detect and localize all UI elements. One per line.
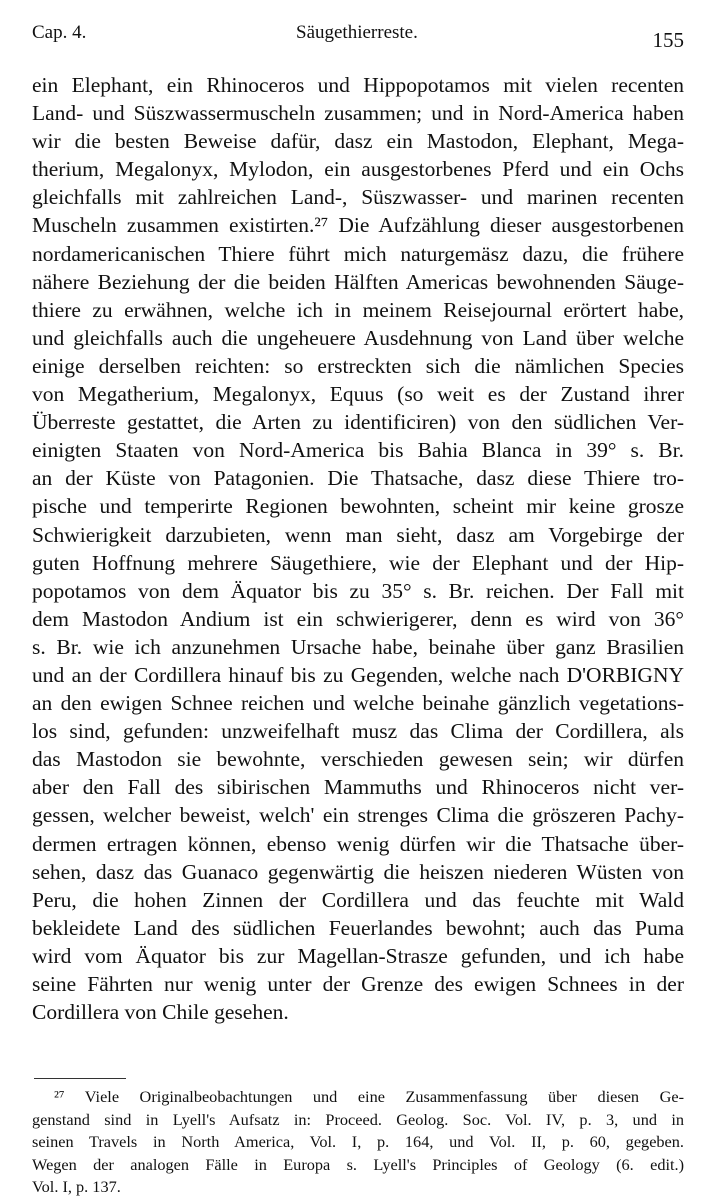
text-line: los sind, gefunden: unzweifelhaft musz das Clima der Cordillera, als	[32, 719, 684, 744]
footnote-line: Wegen der analogen Fälle in Europa s. Lyell's Principles of Geology (6. edit.)	[32, 1154, 684, 1174]
text-line: bekleidete Land des südlichen Feuerlandes bewohnt; auch das Puma	[32, 915, 684, 940]
text-line: s. Br. wie ich anzunehmen Ursache habe, beinahe über ganz Brasilien	[32, 634, 684, 659]
text-line: Cordillera von Chile gesehen.	[32, 1000, 289, 1025]
text-line: und gleichfalls auch die ungeheuere Ausdehnung von Land über welche	[32, 325, 684, 350]
text-line: guten Hoffnung mehrere Säugethiere, wie der Elephant und der Hip-	[32, 550, 684, 575]
footnote-line: Vol. I, p. 137.	[32, 1177, 121, 1197]
text-line: Peru, die hohen Zinnen der Cordillera und das feuchte mit Wald	[32, 887, 684, 912]
chapter-label: Cap. 4.	[32, 22, 87, 43]
footnote-line: ²⁷ Viele Originalbeobachtungen und eine Zusammenfassung über diesen Ge-	[54, 1087, 684, 1106]
text-line: wird vom Äquator bis zur Magellan-Strasze gefunden, und ich habe	[32, 943, 684, 968]
text-line: an der Küste von Patagonien. Die Thatsache, dasz diese Thiere tro-	[32, 466, 684, 491]
text-line: einigten Staaten von Nord-America bis Bahia Blanca in 39° s. Br.	[32, 438, 684, 463]
text-line: seine Fährten nur wenig unter der Grenze des ewigen Schnees in der	[32, 972, 684, 996]
text-line: dem Mastodon Andium ist ein schwierigerer, denn es wird von 36°	[32, 606, 684, 631]
text-line: Schwierigkeit darzubieten, wenn man sieht, dasz am Vorgebirge der	[32, 522, 684, 547]
footnote-line: genstand sind in Lyell's Aufsatz in: Proceed. Geolog. Soc. Vol. IV, p. 3, und in	[32, 1109, 684, 1129]
footnote-line: seinen Travels in North America, Vol. I, p. 164, und Vol. II, p. 60, gegeben.	[32, 1132, 684, 1152]
page-number: 155	[652, 28, 684, 52]
text-line: aber den Fall des sibirischen Mammuths und Rhinoceros nicht ver-	[32, 775, 684, 800]
text-line: das Mastodon sie bewohnte, verschieden gewesen sein; wir dürfen	[32, 747, 684, 772]
text-line: Überreste gestattet, die Arten zu identificiren) von den südlichen Ver-	[32, 410, 684, 435]
text-line: ein Elephant, ein Rhinoceros und Hippopotamos mit vielen recenten	[32, 73, 684, 97]
text-line: nähere Beziehung der die beiden Hälften Americas bewohnenden Säuge-	[32, 269, 684, 294]
text-line: Land- und Süszwassermuscheln zusammen; und in Nord-America haben	[32, 101, 684, 126]
footnote-divider	[34, 1078, 126, 1079]
text-line: und an der Cordillera hinauf bis zu Gegenden, welche nach D'ORBIGNY	[32, 662, 684, 687]
text-line: an den ewigen Schnee reichen und welche beinahe gänzlich vegetations-	[32, 691, 684, 716]
text-line: gleichfalls mit zahlreichen Land-, Süszwasser- und marinen recenten	[32, 185, 684, 210]
text-line: pische und temperirte Regionen bewohnten, scheint mir keine grosze	[32, 494, 684, 519]
body-text	[32, 71, 684, 1026]
text-line: wir die besten Beweise dafür, dasz ein Mastodon, Elephant, Mega-	[32, 129, 684, 154]
text-line: therium, Megalonyx, Mylodon, ein ausgestorbenes Pferd und ein Ochs	[32, 157, 684, 182]
text-line: einige derselben reichten: so erstreckten sich die nämlichen Species	[32, 353, 684, 378]
running-title: Säugethierreste.	[296, 22, 418, 43]
text-line: sehen, dasz das Guanaco gegenwärtig die heiszen niederen Wüsten von	[32, 859, 684, 884]
text-line: popotamos von dem Äquator bis zu 35° s. Br. reichen. Der Fall mit	[32, 578, 684, 603]
text-line: dermen ertragen können, ebenso wenig dürfen wir die Thatsache über-	[32, 831, 684, 856]
text-line: gessen, welcher beweist, welch' ein strenges Clima die gröszeren Pachy-	[32, 803, 684, 828]
footnotes	[32, 1086, 684, 1199]
text-line: nordamericanischen Thiere führt mich naturgemäsz dazu, die frühere	[32, 241, 684, 266]
page-header	[32, 22, 684, 52]
text-line: von Megatherium, Megalonyx, Equus (so weit es der Zustand ihrer	[32, 382, 684, 407]
text-line: thiere zu erwähnen, welche ich in meinem Reisejournal erörtert habe,	[32, 297, 684, 322]
text-line: Muscheln zusammen existirten.²⁷ Die Aufzählung dieser ausgestorbenen	[32, 213, 684, 238]
